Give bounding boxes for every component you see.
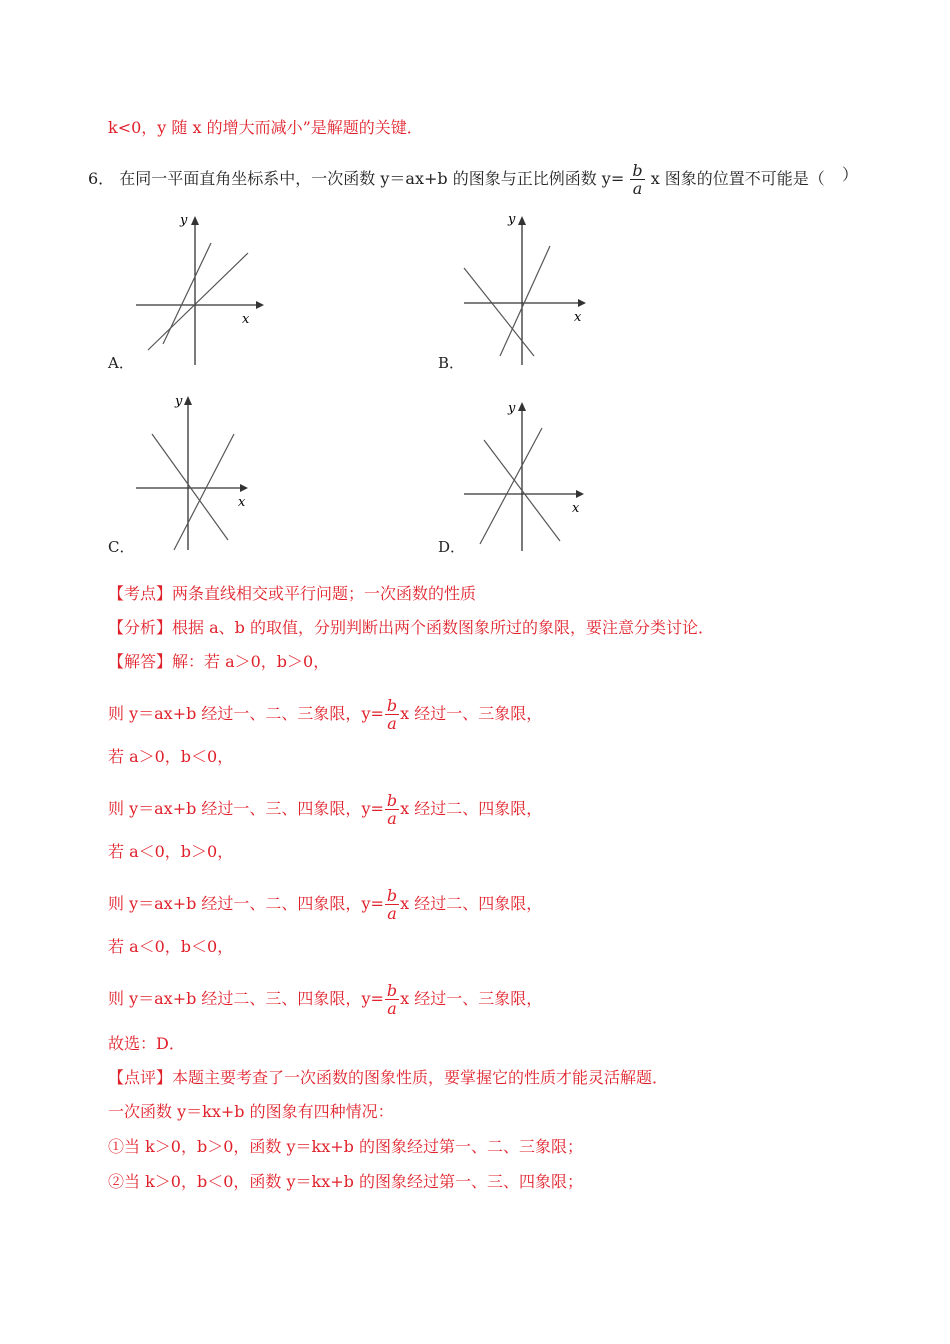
- case-pre: 则 y＝ax+b 经过一、三、四象限，: [108, 799, 362, 818]
- case-post: x 经过二、四象限，: [400, 799, 543, 818]
- fraction-denominator: a: [632, 179, 643, 198]
- case-mid: y=: [361, 704, 384, 723]
- question-text-after: x 图象的位置不可能是（: [650, 169, 825, 188]
- case-line: [108, 792, 542, 827]
- dianping-intro: 一次函数 y＝kx+b 的图象有四种情况：: [108, 1102, 394, 1121]
- fraction-numerator: b: [386, 981, 398, 1000]
- x-axis-label: x: [238, 495, 246, 510]
- fraction-numerator: b: [386, 886, 398, 905]
- x-axis-arrow: [240, 484, 248, 492]
- case-mid: y=: [361, 799, 384, 818]
- fraction-denominator: a: [387, 809, 397, 828]
- fraction-denominator: a: [387, 714, 397, 733]
- case-line: [108, 982, 542, 1017]
- case-fraction: [385, 982, 399, 1017]
- x-axis-arrow: [576, 490, 584, 498]
- case-pre: 则 y＝ax+b 经过一、二、三象限，: [108, 704, 362, 723]
- question-text-before: 在同一平面直角坐标系中，一次函数 y＝ax+b 的图象与正比例函数 y=: [119, 169, 625, 188]
- fraction-numerator: b: [632, 161, 643, 180]
- y-axis-arrow: [191, 216, 199, 225]
- case-pre: 则 y＝ax+b 经过二、三、四象限，: [108, 989, 362, 1008]
- x-axis-label: x: [574, 310, 582, 325]
- option-label-a: A．: [108, 354, 134, 372]
- dianping: 【点评】本题主要考查了一次函数的图象性质，要掌握它的性质才能灵活解题．: [108, 1068, 669, 1087]
- answer: 故选：D．: [108, 1034, 185, 1053]
- case-fraction: [385, 887, 399, 922]
- jieda: 【解答】解：若 a＞0，b＞0，: [108, 652, 330, 671]
- question-fraction: [630, 162, 644, 197]
- case-line: [108, 697, 542, 732]
- y-axis-arrow: [184, 396, 192, 405]
- y-axis-arrow: [518, 216, 526, 225]
- question-number: 6．: [88, 169, 115, 188]
- case-line: [108, 887, 542, 922]
- question-close-paren: ）: [842, 165, 859, 184]
- case-fraction: [385, 697, 399, 732]
- case-mid: y=: [361, 989, 384, 1008]
- line-shallow: [148, 253, 248, 350]
- option-label-b: B．: [438, 354, 465, 372]
- line-rising: [500, 246, 550, 356]
- case-fraction: [385, 792, 399, 827]
- x-axis-arrow: [578, 299, 586, 307]
- graph-c: [130, 390, 265, 552]
- case-mid: y=: [361, 894, 384, 913]
- case-condition: 若 a＜0，b＜0，: [108, 937, 234, 956]
- x-axis-label: x: [572, 501, 580, 516]
- top-note: k<0，y 随 x 的增大而减小”是解题的关键．: [108, 118, 423, 137]
- y-axis-label: y: [175, 394, 183, 409]
- y-axis-label: y: [508, 401, 516, 416]
- y-axis-label: y: [180, 213, 188, 228]
- graph-b: [458, 208, 593, 368]
- fraction-denominator: a: [387, 999, 397, 1018]
- line-rising: [174, 434, 234, 550]
- line-rising: [480, 428, 542, 544]
- y-axis-arrow: [518, 402, 526, 411]
- question-stem: [88, 162, 825, 197]
- graph-d: [458, 396, 593, 554]
- case-condition: 若 a＞0，b＜0，: [108, 747, 234, 766]
- fraction-denominator: a: [387, 904, 397, 923]
- x-axis-label: x: [242, 312, 250, 327]
- line-falling: [464, 268, 534, 356]
- y-axis-label: y: [508, 212, 516, 227]
- option-label-d: D．: [438, 538, 466, 556]
- graph-a: [130, 208, 265, 368]
- case-post: x 经过二、四象限，: [400, 894, 543, 913]
- x-axis-arrow: [256, 301, 264, 309]
- fraction-numerator: b: [386, 696, 398, 715]
- case-post: x 经过一、三象限，: [400, 989, 543, 1008]
- kaodian: 【考点】两条直线相交或平行问题；一次函数的性质: [108, 584, 477, 603]
- case-condition: 若 a＜0，b＞0，: [108, 842, 234, 861]
- case-pre: 则 y＝ax+b 经过一、二、四象限，: [108, 894, 362, 913]
- fraction-numerator: b: [386, 791, 398, 810]
- case-post: x 经过一、三象限，: [400, 704, 543, 723]
- line-falling: [152, 434, 228, 540]
- fenxi: 【分析】根据 a、b 的取值，分别判断出两个函数图象所过的象限，要注意分类讨论．: [108, 618, 714, 637]
- point-item: ①当 k＞0，b＞0，函数 y＝kx+b 的图象经过第一、二、三象限；: [108, 1137, 583, 1156]
- option-label-c: C．: [108, 538, 135, 556]
- point-item: ②当 k＞0，b＜0，函数 y＝kx+b 的图象经过第一、三、四象限；: [108, 1172, 583, 1191]
